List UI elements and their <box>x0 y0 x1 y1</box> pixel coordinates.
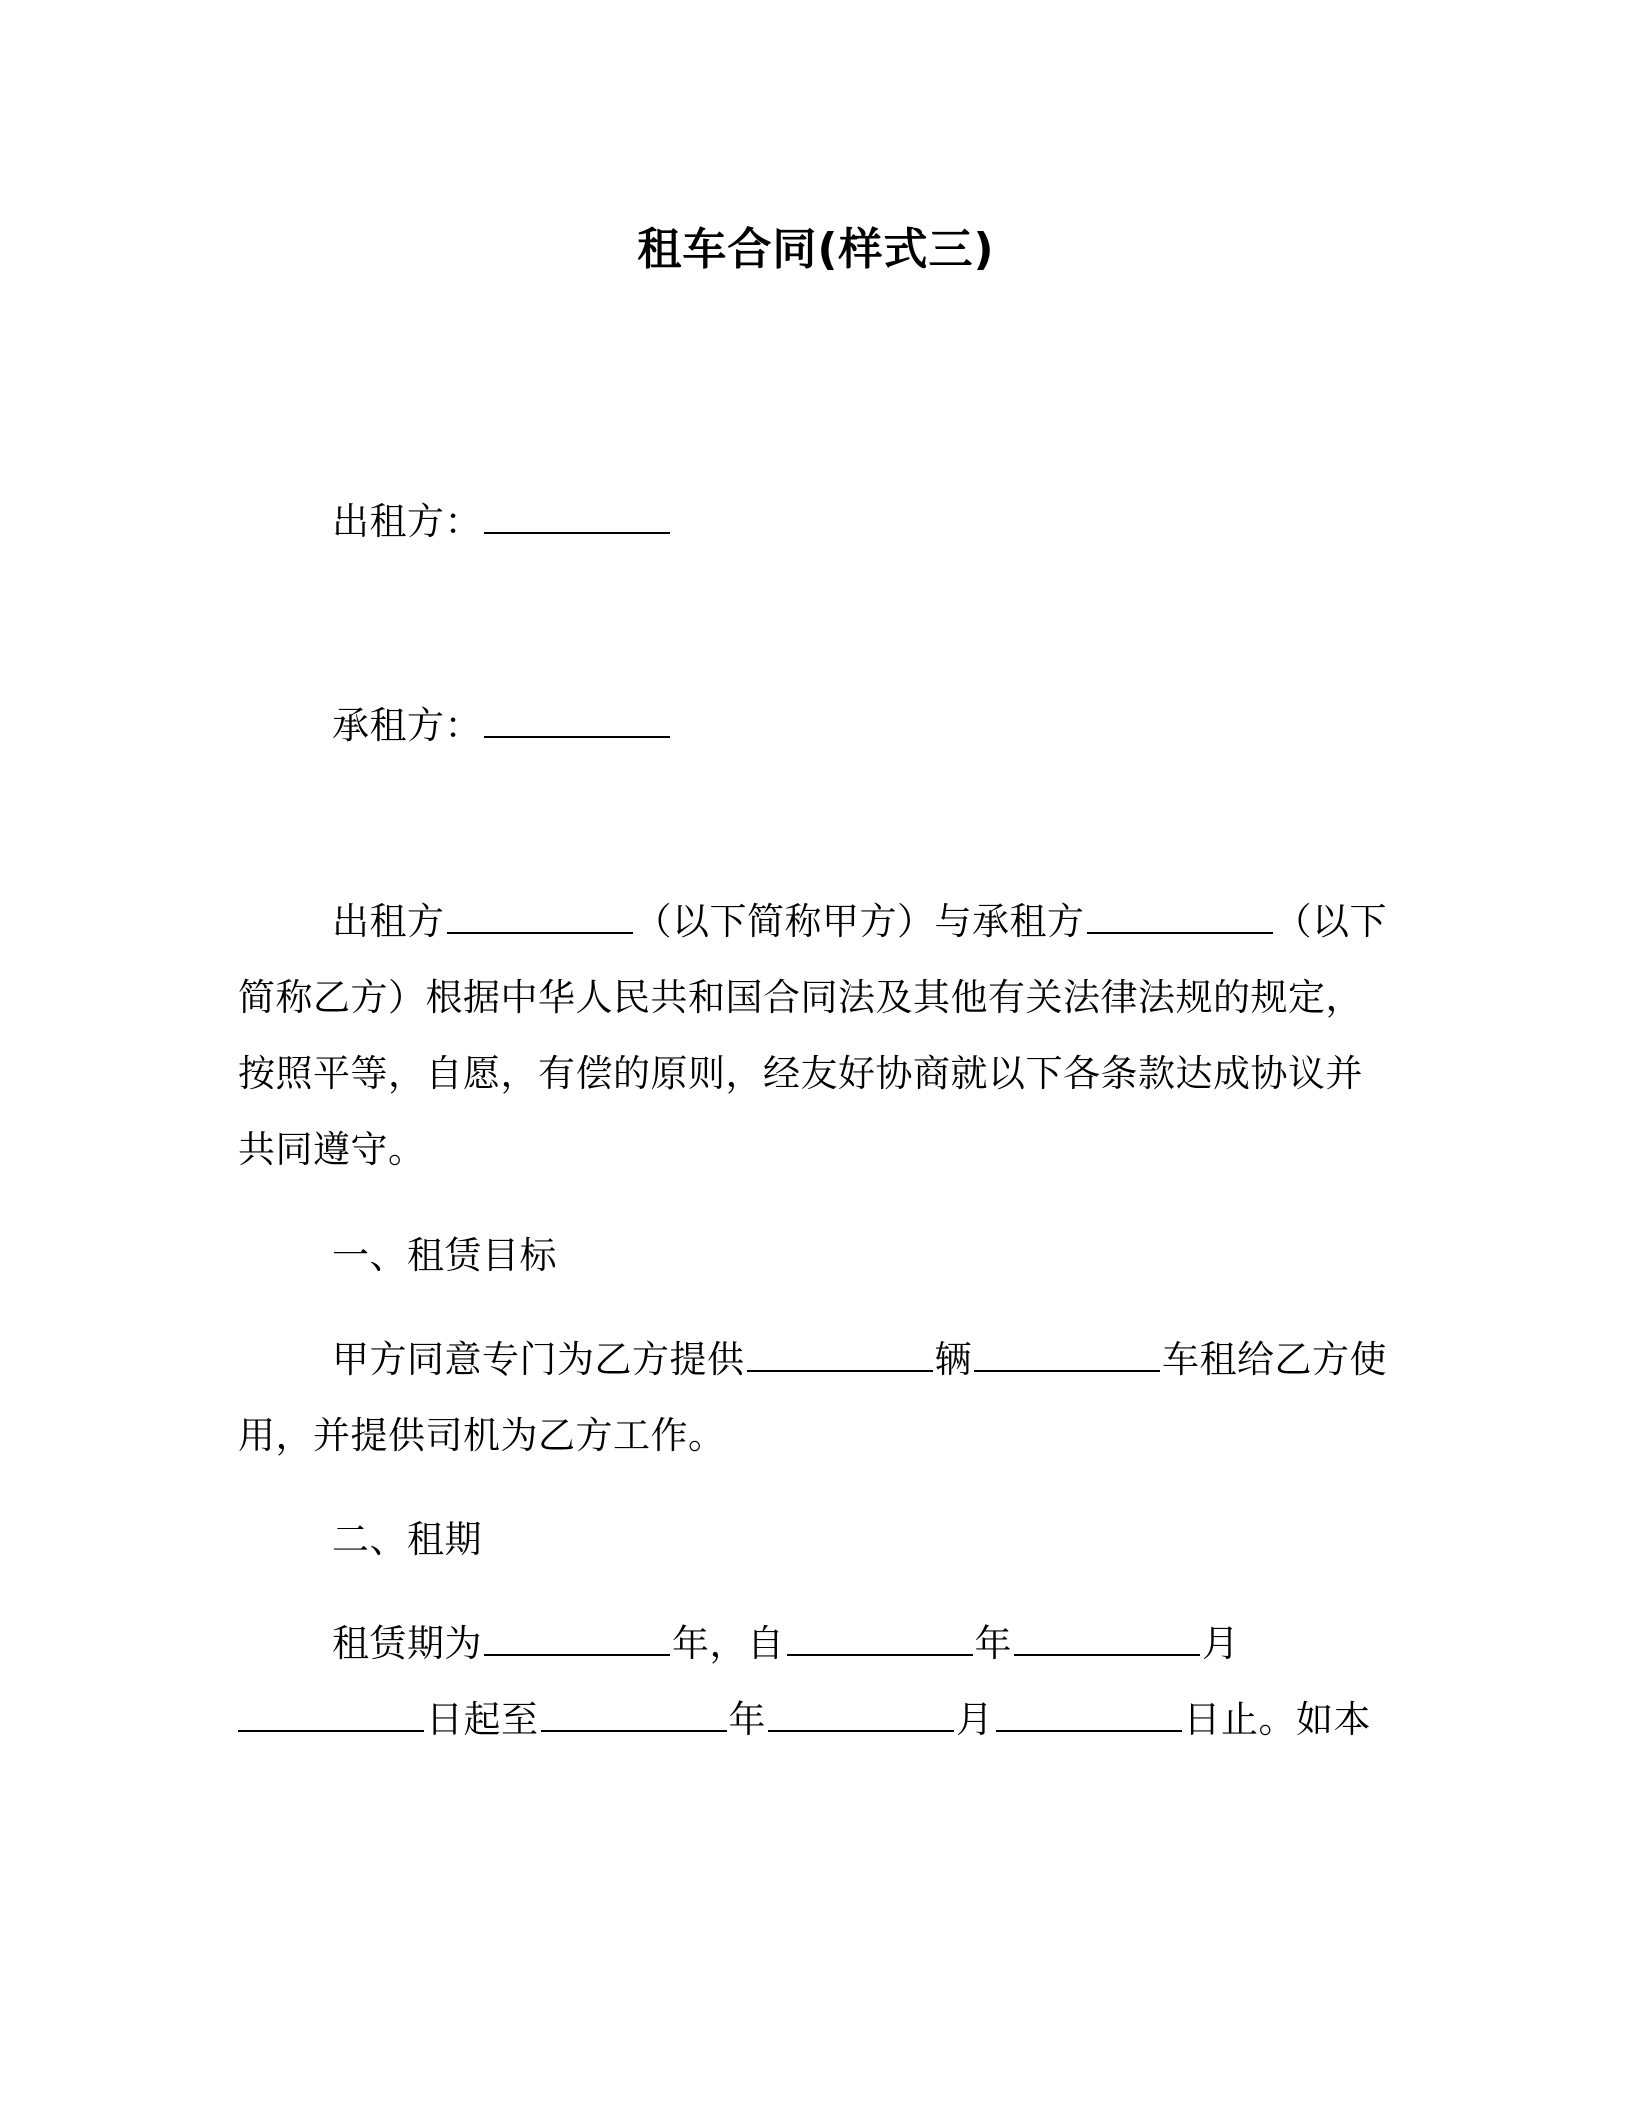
s1-text-a: 甲方同意专门为乙方提供 <box>332 1338 745 1381</box>
s2-text-e: 日起至 <box>426 1698 539 1741</box>
lessee-line <box>332 700 672 752</box>
s2-text-c: 年 <box>974 1622 1012 1665</box>
intro-lessor-blank[interactable] <box>447 902 633 934</box>
s1-text-c: 车租给乙方使 <box>1162 1338 1387 1381</box>
lessee-blank[interactable] <box>484 706 670 738</box>
lessor-label: 出租方： <box>332 500 482 543</box>
s1-text-b: 辆 <box>934 1338 972 1381</box>
intro-line-2: 简称乙方）根据中华人民共和国合同法及其他有关法律法规的规定， <box>238 976 1363 1019</box>
intro-text-b: （以下简称甲方）与承租方 <box>634 900 1085 943</box>
lessor-line <box>332 496 672 548</box>
section-1-line-1 <box>332 1334 1387 1386</box>
intro-line-3: 按照平等，自愿，有偿的原则，经友好协商就以下各条款达成协议并 <box>238 1052 1363 1095</box>
s2-text-g: 月 <box>956 1698 994 1741</box>
section-1-line-2: 用，并提供司机为乙方工作。 <box>238 1414 726 1457</box>
end-month-blank[interactable] <box>768 1700 954 1732</box>
lessor-blank[interactable] <box>484 502 670 534</box>
end-year-blank[interactable] <box>541 1700 727 1732</box>
start-day-blank[interactable] <box>238 1700 424 1732</box>
lease-years-blank[interactable] <box>484 1624 670 1656</box>
end-day-blank[interactable] <box>996 1700 1182 1732</box>
vehicle-count-blank[interactable] <box>747 1340 933 1372</box>
document-title: 租车合同(样式三) <box>637 224 995 275</box>
start-month-blank[interactable] <box>1014 1624 1200 1656</box>
s2-text-a: 租赁期为 <box>332 1622 482 1665</box>
s2-text-h: 日止。如本 <box>1183 1698 1371 1741</box>
vehicle-type-blank[interactable] <box>974 1340 1160 1372</box>
section-1-heading: 一、租赁目标 <box>332 1234 557 1277</box>
s2-text-d: 月 <box>1202 1622 1240 1665</box>
section-2-line-2 <box>238 1694 1371 1746</box>
start-year-blank[interactable] <box>787 1624 973 1656</box>
lessee-label: 承租方： <box>332 704 482 747</box>
section-2-line-1 <box>332 1618 1240 1670</box>
intro-lessee-blank[interactable] <box>1087 902 1273 934</box>
intro-line-1 <box>332 896 1387 948</box>
intro-line-4: 共同遵守。 <box>238 1128 426 1171</box>
intro-text-a: 出租方 <box>332 900 445 943</box>
intro-text-c: （以下 <box>1274 900 1387 943</box>
s2-text-f: 年 <box>728 1698 766 1741</box>
s2-text-b: 年，自 <box>672 1622 785 1665</box>
section-2-heading: 二、租期 <box>332 1518 482 1561</box>
